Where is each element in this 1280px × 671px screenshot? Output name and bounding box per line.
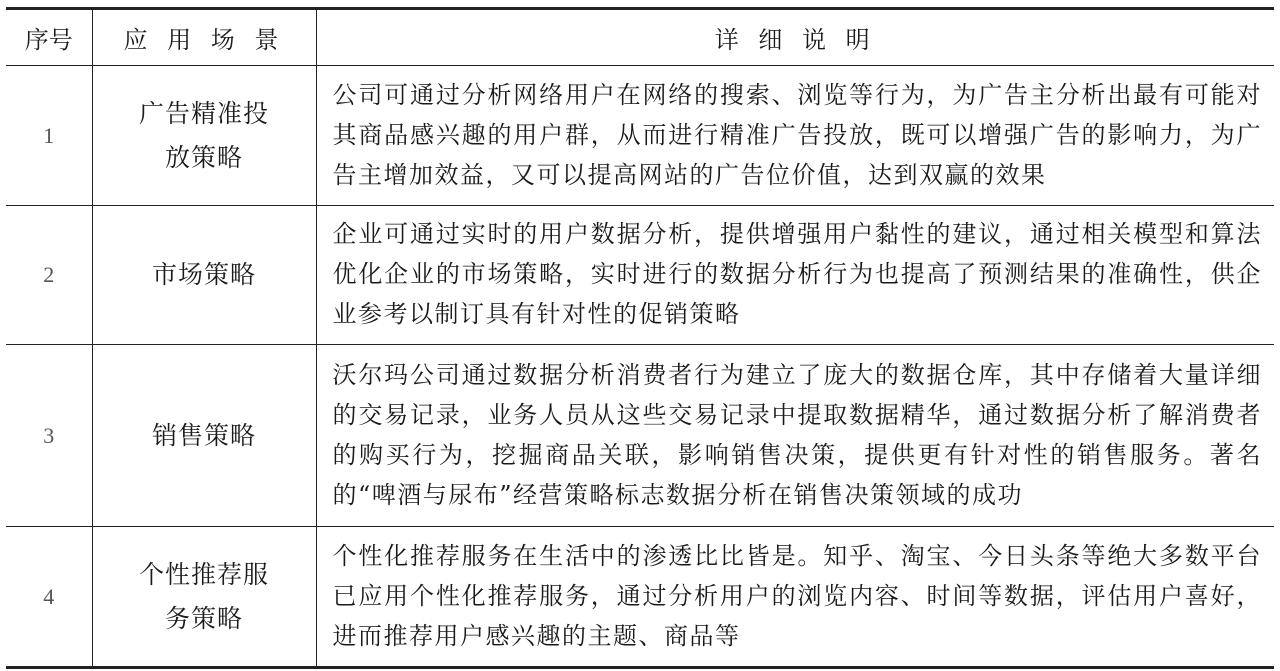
table-row	[6, 527, 1274, 668]
row-desc: 公司可通过分析网络用户在网络的搜索、浏览等行为，为广告主分析出最有可能对其商品感兴趣的用户群，从而进行精准广告投放，既可以增强广告的影响力，为广告主增加效益，又可以提高网站的广告位价值，达到双赢的效果	[316, 66, 1274, 206]
table-row	[6, 206, 1274, 345]
row-scene: 市场策略	[92, 206, 316, 345]
header-row	[6, 9, 1274, 66]
row-desc: 沃尔玛公司通过数据分析消费者行为建立了庞大的数据仓库，其中存储着大量详细的交易记录，业务人员从这些交易记录中提取数据精华，通过数据分析了解消费者的购买行为，挖掘商品关联，影响销售决策，提供更有针对性的销售服务。著名的“啤酒与尿布”经营策略标志数据分析在销售决策领域的成功	[316, 345, 1274, 527]
row-desc: 企业可通过实时的用户数据分析，提供增强用户黏性的建议，通过相关模型和算法优化企业的市场策略，实时进行的数据分析行为也提高了预测结果的准确性，供企业参考以制订具有针对性的促销策略	[316, 206, 1274, 345]
row-no: 4	[6, 527, 92, 668]
header-scene: 应 用 场 景	[92, 9, 316, 66]
row-no: 2	[6, 206, 92, 345]
table-row	[6, 345, 1274, 527]
row-desc: 个性化推荐服务在生活中的渗透比比皆是。知乎、淘宝、今日头条等绝大多数平台已应用个性化推荐服务，通过分析用户的浏览内容、时间等数据，评估用户喜好，进而推荐用户感兴趣的主题、商品等	[316, 527, 1274, 668]
header-no: 序号	[6, 9, 92, 66]
row-scene: 销售策略	[92, 345, 316, 527]
row-no: 1	[6, 66, 92, 206]
table-row	[6, 66, 1274, 206]
row-scene: 广告精准投放策略	[92, 66, 316, 206]
header-desc: 详 细 说 明	[316, 9, 1274, 66]
row-scene: 个性推荐服务策略	[92, 527, 316, 668]
application-scenarios-table	[6, 7, 1274, 669]
row-no: 3	[6, 345, 92, 527]
